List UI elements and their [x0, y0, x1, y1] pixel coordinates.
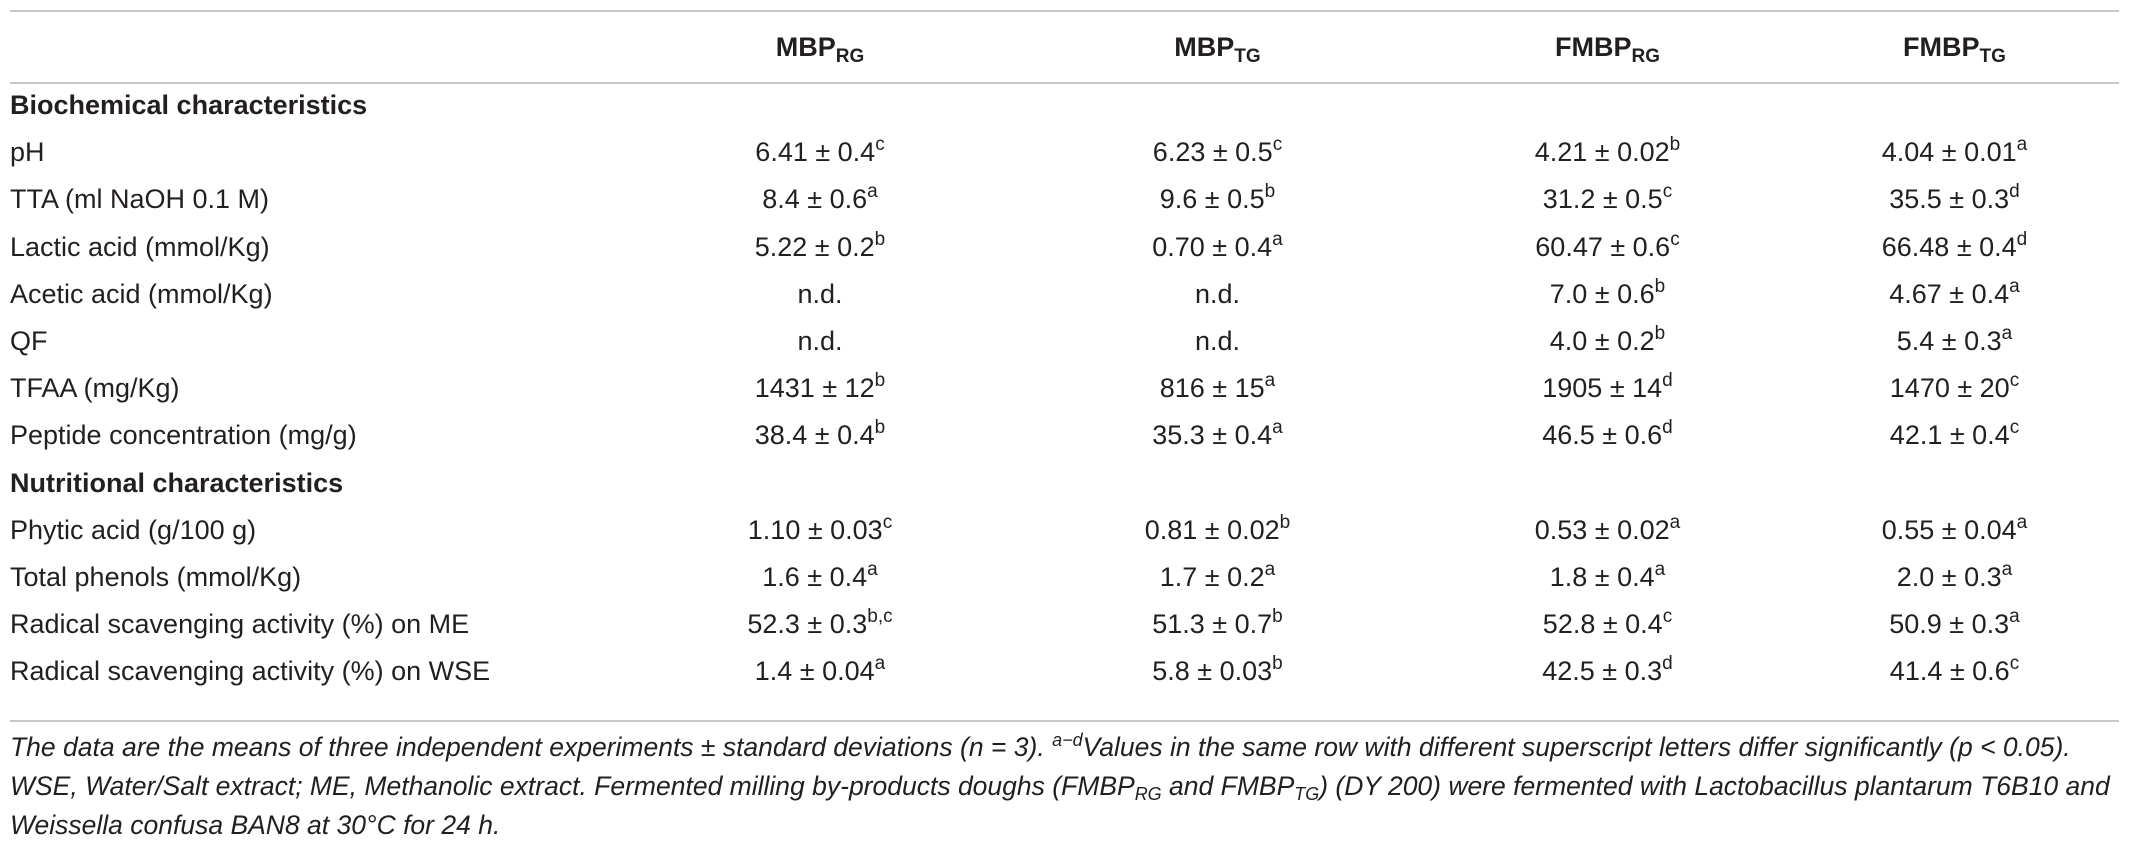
value-text: 4.0 ± 0.2 [1549, 326, 1655, 357]
value-cell [1425, 601, 1790, 648]
value-cell [630, 318, 1010, 365]
value-cell [1790, 648, 2119, 695]
data-table [10, 12, 2119, 695]
value-text: 1905 ± 14 [1542, 373, 1663, 404]
table-row [10, 507, 2119, 554]
significance-letter: a [1669, 511, 1681, 533]
value-text: 52.8 ± 0.4 [1542, 609, 1663, 640]
table-row [10, 318, 2119, 365]
significance-letter: b [1272, 606, 1283, 628]
value-cell [1790, 365, 2119, 412]
table-row [10, 648, 2119, 695]
value-cell [630, 129, 1010, 176]
value-text: 1.10 ± 0.03 [747, 514, 883, 545]
value-text: 42.1 ± 0.4 [1889, 420, 2010, 451]
significance-letter: a [1272, 228, 1283, 250]
section-heading: Nutritional characteristics [10, 467, 344, 498]
significance-letter: a [2001, 323, 2013, 345]
value-cell [630, 365, 1010, 412]
value-text: 60.47 ± 0.6 [1535, 231, 1671, 262]
significance-letter: d [2009, 181, 2020, 203]
value-cell [630, 224, 1010, 271]
value-cell [1010, 412, 1425, 459]
value-cell [630, 648, 1010, 695]
column-header-mbp-tg: $MBP_{TG}$ [1174, 31, 1261, 67]
value-cell [1425, 507, 1790, 554]
significance-letter: c [1670, 228, 1680, 250]
significance-letter: a [874, 653, 886, 675]
value-cell [1790, 601, 2119, 648]
significance-letter: a [867, 558, 878, 580]
value-text: 4.04 ± 0.01 [1881, 137, 2017, 168]
value-text: 35.3 ± 0.4 [1152, 420, 1273, 451]
significance-letter: a [2009, 606, 2020, 628]
value-cell [630, 271, 1010, 318]
value-cell [630, 554, 1010, 601]
value-cell [1425, 318, 1790, 365]
row-label: Radical scavenging activity (%) on WSE [10, 656, 491, 687]
value-cell [1425, 412, 1790, 459]
row-label: pH [10, 137, 45, 168]
significance-letter: d [1662, 417, 1673, 439]
table-row [10, 129, 2119, 176]
value-text: n.d. [797, 326, 843, 357]
significance-letter: c [1272, 134, 1283, 156]
value-text: 38.4 ± 0.4 [754, 420, 875, 451]
significance-letter: a [1654, 558, 1666, 580]
row-label: TTA (ml NaOH 0.1 M) [10, 184, 270, 215]
value-text: n.d. [1194, 278, 1241, 309]
value-text: 8.4 ± 0.6 [762, 184, 868, 215]
value-cell [1790, 554, 2119, 601]
value-cell [630, 412, 1010, 459]
header-blank [10, 12, 630, 82]
significance-letter: b,c [867, 606, 893, 628]
row-label: QF [10, 326, 48, 357]
value-cell [1010, 365, 1425, 412]
value-cell [1790, 412, 2119, 459]
value-text: 5.8 ± 0.03 [1152, 656, 1273, 687]
value-text: 7.0 ± 0.6 [1549, 278, 1655, 309]
row-label: Acetic acid (mmol/Kg) [10, 278, 273, 309]
value-cell [630, 176, 1010, 223]
value-cell [1010, 554, 1425, 601]
value-text: 1470 ± 20 [1889, 373, 2010, 404]
value-cell [1010, 224, 1425, 271]
table-footnote: The data are the means of three independent experiments ± standard deviations (n = 3). $^{a-d}$Values in the same row with different superscript letters differ significantly (p < 0.05). WSE, Water/Salt extract; ME, Methanolic extract. Fermented milling by-products doughs ($FMBP_{RG}$ and $FMBP_{TG}$) (DY 200) were fermented with Lactobacillus plantarum T6B10 and Weissella confusa BAN8 at 30°C for 24 h. [10, 730, 2110, 840]
value-cell [1790, 507, 2119, 554]
significance-letter: c [1662, 606, 1673, 628]
value-text: 2.0 ± 0.3 [1896, 561, 2002, 592]
significance-letter: a [2009, 275, 2020, 297]
table-row [10, 554, 2119, 601]
value-text: 50.9 ± 0.3 [1889, 609, 2010, 640]
value-cell [630, 507, 1010, 554]
significance-letter: c [2009, 370, 2020, 392]
value-cell [1425, 554, 1790, 601]
value-cell [1790, 318, 2119, 365]
value-text: 0.70 ± 0.4 [1152, 231, 1273, 262]
significance-letter: b [1669, 134, 1681, 156]
significance-letter: b [1654, 323, 1666, 345]
significance-letter: c [2009, 417, 2020, 439]
significance-letter: a [1264, 558, 1276, 580]
value-text: 4.21 ± 0.02 [1534, 137, 1670, 168]
value-cell [1010, 176, 1425, 223]
value-cell [1790, 271, 2119, 318]
section-heading: Biochemical characteristics [10, 90, 368, 121]
value-cell [1425, 224, 1790, 271]
value-text: 1.7 ± 0.2 [1159, 561, 1265, 592]
value-text: 4.67 ± 0.4 [1889, 278, 2010, 309]
value-cell [1425, 176, 1790, 223]
value-text: 0.81 ± 0.02 [1144, 514, 1280, 545]
value-text: n.d. [1194, 326, 1241, 357]
row-label: Total phenols (mmol/Kg) [10, 561, 302, 592]
section-row-biochemical [10, 82, 2119, 129]
value-cell [1790, 129, 2119, 176]
significance-letter: b [1264, 181, 1276, 203]
section-row-nutritional [10, 460, 2119, 507]
column-header-fmbp-rg: $FMBP_{RG}$ [1555, 31, 1660, 67]
table-row [10, 365, 2119, 412]
value-text: 35.5 ± 0.3 [1889, 184, 2010, 215]
value-text: 42.5 ± 0.3 [1542, 656, 1663, 687]
table-row [10, 271, 2119, 318]
value-text: 1.8 ± 0.4 [1549, 561, 1655, 592]
value-text: 0.53 ± 0.02 [1534, 514, 1670, 545]
row-label: Lactic acid (mmol/Kg) [10, 231, 270, 262]
value-text: 1.4 ± 0.04 [754, 656, 875, 687]
value-text: 66.48 ± 0.4 [1881, 231, 2017, 262]
value-text: 9.6 ± 0.5 [1159, 184, 1265, 215]
significance-letter: b [1272, 653, 1283, 675]
significance-letter: d [1662, 653, 1673, 675]
significance-letter: b [874, 417, 886, 439]
significance-letter: c [875, 134, 885, 156]
value-text: 41.4 ± 0.6 [1889, 656, 2010, 687]
value-cell [630, 601, 1010, 648]
table-body [10, 82, 2119, 695]
value-cell [1010, 129, 1425, 176]
row-label: TFAA (mg/Kg) [10, 373, 180, 404]
significance-letter: a [1264, 370, 1276, 392]
table-row [10, 412, 2119, 459]
value-text: 816 ± 15 [1159, 373, 1265, 404]
value-cell [1425, 129, 1790, 176]
value-cell [1010, 648, 1425, 695]
value-text: 1431 ± 12 [754, 373, 875, 404]
significance-letter: d [2016, 228, 2028, 250]
value-text: 51.3 ± 0.7 [1152, 609, 1273, 640]
value-cell [1790, 176, 2119, 223]
significance-letter: c [2009, 653, 2020, 675]
table-row [10, 601, 2119, 648]
significance-letter: b [1654, 275, 1666, 297]
significance-letter: b [1279, 511, 1291, 533]
significance-letter: b [874, 370, 886, 392]
table-row [10, 224, 2119, 271]
significance-letter: c [1662, 181, 1673, 203]
value-text: 5.22 ± 0.2 [754, 231, 875, 262]
value-text: 31.2 ± 0.5 [1542, 184, 1663, 215]
table-row [10, 176, 2119, 223]
row-label: Radical scavenging activity (%) on ME [10, 609, 470, 640]
column-header-fmbp-tg: $FMBP_{TG}$ [1903, 31, 2006, 67]
significance-letter: a [2016, 134, 2028, 156]
value-cell [1010, 271, 1425, 318]
value-text: 6.23 ± 0.5 [1152, 137, 1273, 168]
significance-letter: b [874, 228, 886, 250]
significance-letter: a [2016, 511, 2028, 533]
value-text: 52.3 ± 0.3 [747, 609, 868, 640]
value-text: 1.6 ± 0.4 [762, 561, 868, 592]
bottom-rule [10, 720, 2119, 722]
significance-letter: c [882, 511, 893, 533]
column-header-mbp-rg: $MBP_{RG}$ [775, 31, 865, 67]
value-text: 46.5 ± 0.6 [1542, 420, 1663, 451]
row-label: Peptide concentration (mg/g) [10, 420, 357, 451]
value-text: 0.55 ± 0.04 [1881, 514, 2017, 545]
value-cell [1010, 318, 1425, 365]
value-cell [1010, 601, 1425, 648]
value-cell [1790, 224, 2119, 271]
header-row [10, 12, 2119, 82]
value-text: 5.4 ± 0.3 [1896, 326, 2002, 357]
significance-letter: d [1662, 370, 1673, 392]
row-label: Phytic acid (g/100 g) [10, 514, 257, 545]
value-cell [1010, 507, 1425, 554]
value-text: 6.41 ± 0.4 [755, 137, 876, 168]
value-cell [1425, 271, 1790, 318]
significance-letter: a [1272, 417, 1283, 439]
value-cell [1425, 648, 1790, 695]
value-cell [1425, 365, 1790, 412]
significance-letter: a [2001, 558, 2013, 580]
significance-letter: a [867, 181, 878, 203]
value-text: n.d. [797, 278, 843, 309]
